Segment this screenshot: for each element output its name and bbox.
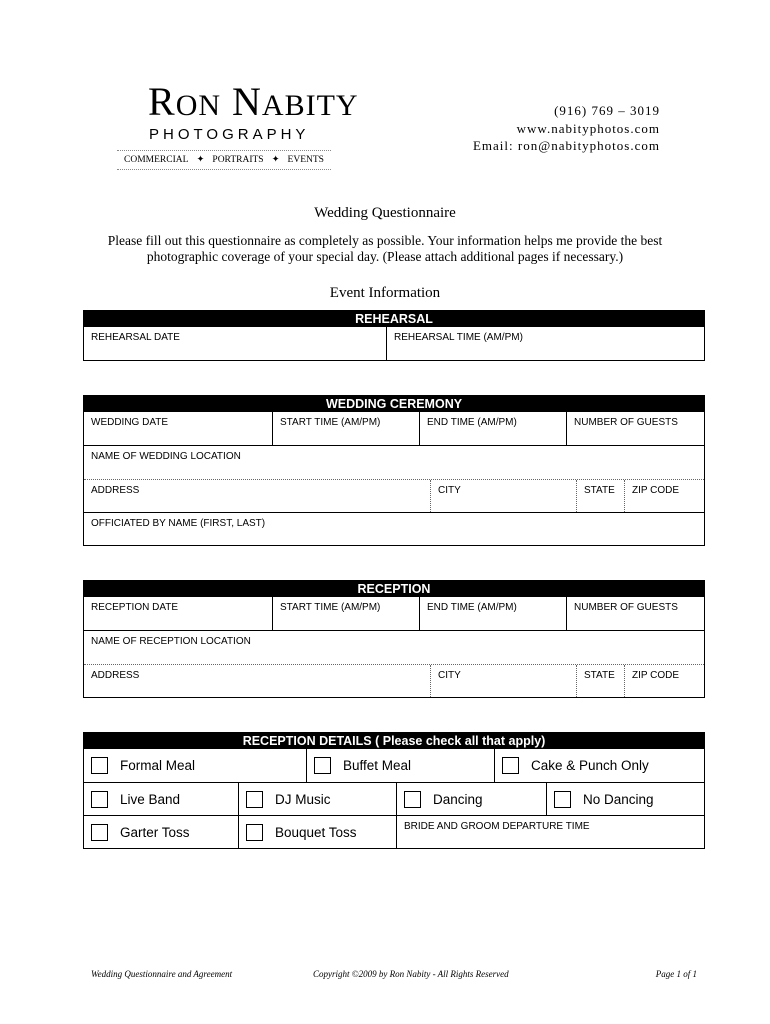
rehearsal-date-field[interactable]: REHEARSAL DATE — [91, 332, 180, 343]
checkbox-live-band[interactable] — [91, 791, 108, 808]
logo-letter: N — [232, 79, 262, 124]
ceremony-address-field[interactable]: ADDRESS — [91, 485, 140, 496]
footer-copyright: Copyright ©2009 by Ron Nabity - All Rights Reserved — [313, 969, 509, 979]
ceremony-end-time-field[interactable]: END TIME (AM/PM) — [419, 412, 566, 445]
checkbox-dancing[interactable] — [404, 791, 421, 808]
logo-letters: ON — [175, 89, 222, 122]
dj-music-label: DJ Music — [275, 791, 331, 807]
footer-left: Wedding Questionnaire and Agreement — [91, 969, 233, 979]
star-icon: ✦ — [196, 155, 205, 165]
ceremony-state-field[interactable]: STATE — [576, 480, 624, 512]
tag-portraits: PORTRAITS — [212, 155, 264, 165]
tag-commercial: COMMERCIAL — [124, 155, 189, 165]
logo-letter: R — [148, 79, 176, 124]
intro-line-2: photographic coverage of your special day. (Please attach additional pages if necessary.) — [146, 249, 624, 264]
page-title: Wedding Questionnaire — [314, 205, 456, 221]
footer-page-number: Page 1 of 1 — [655, 969, 697, 979]
checkbox-bouquet-toss[interactable] — [246, 824, 263, 841]
no-dancing-label: No Dancing — [583, 791, 654, 807]
reception-section — [83, 580, 705, 698]
dancing-option[interactable] — [396, 783, 546, 815]
checkbox-cake-punch[interactable] — [502, 757, 519, 774]
section-title: Event Information — [329, 285, 441, 301]
ceremony-city-field[interactable]: CITY — [430, 480, 576, 512]
logo-divider — [117, 150, 331, 151]
formal-meal-option[interactable] — [84, 749, 306, 782]
ceremony-zip-field[interactable]: ZIP CODE — [624, 480, 704, 512]
wedding-location-field[interactable]: NAME OF WEDDING LOCATION — [91, 451, 241, 462]
officiant-name-field[interactable]: OFFICIATED BY NAME (FIRST, LAST) — [91, 518, 266, 529]
intro-line-1: Please fill out this questionnaire as completely as possible. Your information helps me provide the best — [107, 233, 663, 248]
reception-zip-field[interactable]: ZIP CODE — [624, 665, 704, 697]
logo-divider — [117, 169, 331, 170]
checkbox-no-dancing[interactable] — [554, 791, 571, 808]
no-dancing-option[interactable] — [546, 783, 704, 815]
star-icon: ✦ — [271, 155, 280, 165]
logo-letters: ABITY — [261, 89, 359, 122]
tag-events: EVENTS — [287, 155, 324, 165]
buffet-meal-label: Buffet Meal — [343, 758, 412, 773]
logo-subtitle: PHOTOGRAPHY — [149, 126, 310, 143]
garter-toss-label: Garter Toss — [120, 824, 190, 840]
logo-tagline — [117, 154, 331, 165]
reception-details-section — [83, 732, 705, 849]
cake-punch-option[interactable] — [494, 749, 704, 782]
checkbox-dj-music[interactable] — [246, 791, 263, 808]
email: Email: ron@nabityphotos.com — [472, 138, 660, 153]
checkbox-formal-meal[interactable] — [91, 757, 108, 774]
reception-guests-field[interactable]: NUMBER OF GUESTS — [566, 597, 704, 630]
reception-city-field[interactable]: CITY — [430, 665, 576, 697]
cake-punch-label: Cake & Punch Only — [531, 758, 649, 773]
live-band-option[interactable] — [84, 783, 238, 815]
rehearsal-header: REHEARSAL — [84, 311, 704, 327]
reception-end-time-field[interactable]: END TIME (AM/PM) — [419, 597, 566, 630]
live-band-label: Live Band — [120, 791, 181, 807]
formal-meal-label: Formal Meal — [120, 758, 196, 773]
reception-address-field[interactable]: ADDRESS — [91, 670, 140, 681]
bouquet-toss-label: Bouquet Toss — [275, 824, 357, 840]
reception-header: RECEPTION — [84, 581, 704, 597]
reception-start-time-field[interactable]: START TIME (AM/PM) — [272, 597, 419, 630]
wedding-date-field[interactable]: WEDDING DATE — [91, 417, 169, 428]
ceremony-guests-field[interactable]: NUMBER OF GUESTS — [566, 412, 704, 445]
buffet-meal-option[interactable] — [306, 749, 494, 782]
dj-music-option[interactable] — [238, 783, 396, 815]
reception-date-field[interactable]: RECEPTION DATE — [91, 602, 179, 613]
reception-state-field[interactable]: STATE — [576, 665, 624, 697]
dancing-label: Dancing — [433, 791, 483, 807]
bouquet-toss-option[interactable] — [238, 816, 396, 848]
website: www.nabityphotos.com — [516, 121, 660, 136]
rehearsal-section — [83, 310, 705, 361]
ceremony-section — [83, 395, 705, 546]
ceremony-header: WEDDING CEREMONY — [84, 396, 704, 412]
departure-time-field[interactable]: BRIDE AND GROOM DEPARTURE TIME — [396, 816, 704, 848]
ceremony-start-time-field[interactable]: START TIME (AM/PM) — [272, 412, 419, 445]
rehearsal-time-field[interactable]: REHEARSAL TIME (AM/PM) — [386, 327, 704, 360]
checkbox-buffet-meal[interactable] — [314, 757, 331, 774]
logo — [148, 79, 359, 126]
reception-location-field[interactable]: NAME OF RECEPTION LOCATION — [91, 636, 251, 647]
checkbox-garter-toss[interactable] — [91, 824, 108, 841]
phone: (916) 769 – 3019 — [554, 103, 660, 118]
garter-toss-option[interactable] — [84, 816, 238, 848]
reception-details-header: RECEPTION DETAILS ( Please check all that apply) — [84, 733, 704, 749]
